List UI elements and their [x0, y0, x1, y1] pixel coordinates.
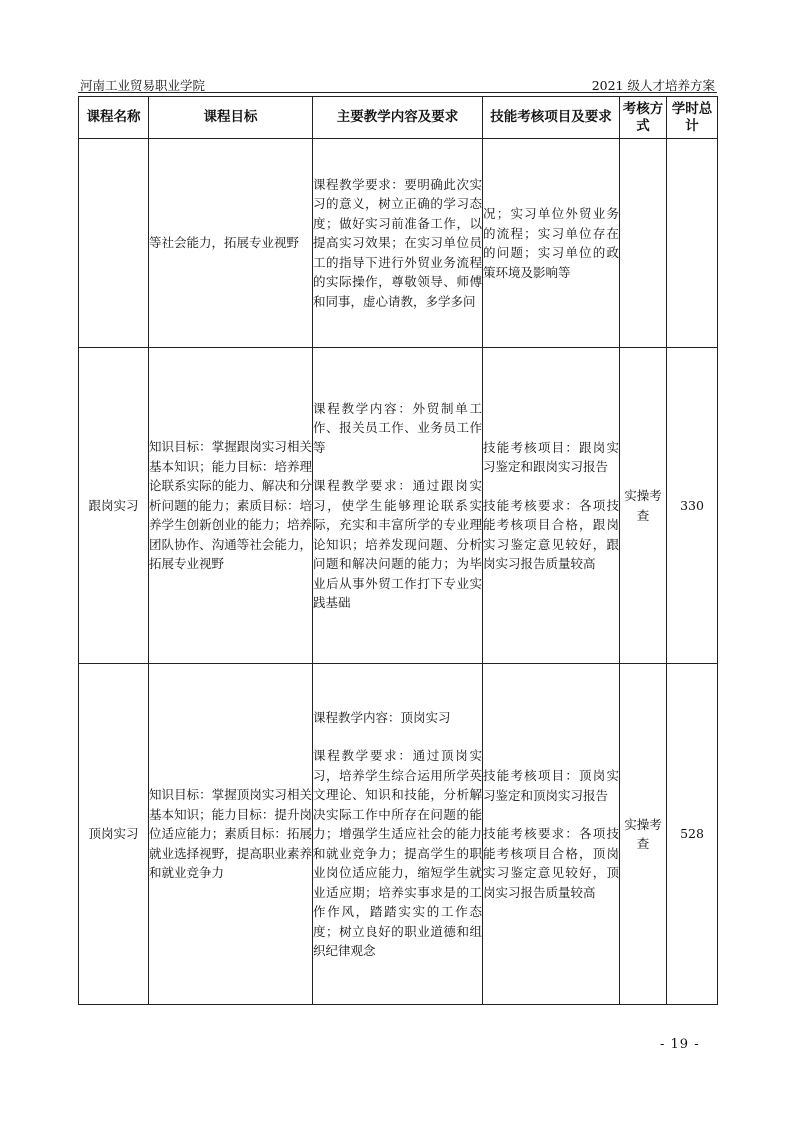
assessment-cell — [483, 348, 620, 664]
course-table — [78, 96, 718, 1005]
hours-cell: 528 — [667, 664, 718, 1005]
assessment-requirement: 技能考核要求：各项技能考核项目合格，顶岗实习鉴定意见较好，顶岗实习报告质量较高 — [483, 826, 619, 900]
assessment-text: 况；实习单位外贸业务的流程；实习单位存在的问题；实习单位的政策环境及影响等 — [483, 206, 619, 280]
table-header-row — [79, 97, 718, 139]
assessment-requirement: 技能考核要求：各项技能考核项目合格，跟岗实习鉴定意见较好，跟岗实习报告质量较高 — [483, 497, 619, 571]
course-name-cell: 顶岗实习 — [79, 664, 149, 1005]
assessment-cell — [483, 664, 620, 1005]
content-requirement: 课程教学要求：通过顶岗实习，培养学生综合运用所学英文理论、知识和技能，分析解决实际工作中所存在问题的能力；增强学生适应社会的能力和就业竞争力；提高学生的职业岗位适应能力，缩短学生就业适应期；培养实事求是的工作作风，踏踏实实的工作态度；树立良好的职业道德和组织纪律观念 — [313, 748, 482, 958]
institution-name: 河南工业贸易职业学院 — [80, 78, 206, 93]
hours-cell: 330 — [667, 348, 718, 664]
header-course-goal: 课程目标 — [149, 97, 313, 139]
course-goal-cell: 知识目标：掌握顶岗实习相关基本知识；能力目标：提升岗位适应能力；素质目标：拓展就业选择视野，提高职业素养和就业竞争力 — [149, 664, 313, 1005]
exam-method-cell — [620, 139, 667, 348]
course-name-cell: 跟岗实习 — [79, 348, 149, 664]
assessment-item: 技能考核项目：跟岗实习鉴定和跟岗实习报告 — [483, 439, 619, 474]
course-name-cell — [79, 139, 149, 348]
table-row — [79, 139, 718, 348]
hours-cell — [667, 139, 718, 348]
assessment-cell — [483, 139, 620, 348]
course-goal-cell: 知识目标：掌握跟岗实习相关基本知识；能力目标：培养理论联系实际的能力、解决和分析问题的能力；素质目标：培养学生创新创业的能力；培养团队协作、沟通等社会能力，拓展专业视野 — [149, 348, 313, 664]
content-description: 课程教学内容：外贸制单工作、报关员工作、业务员工作等 — [313, 400, 482, 455]
content-cell — [313, 139, 483, 348]
table-row — [79, 664, 718, 1005]
assessment-item: 技能考核项目：顶岗实习鉴定和顶岗实习报告 — [483, 768, 619, 803]
header-content: 主要教学内容及要求 — [313, 97, 483, 139]
course-goal-cell: 等社会能力，拓展专业视野 — [149, 139, 313, 348]
content-requirement: 课程教学要求：要明确此次实习的意义，树立正确的学习态度；做好实习前准备工作，以提高实习效果；在实习单位员工的指导下进行外贸业务流程的实际操作，尊敬领导、师傅和同事，虚心请教，多学多问 — [313, 176, 482, 309]
exam-method-cell: 实操考查 — [620, 664, 667, 1005]
header-hours: 学时总计 — [667, 97, 718, 139]
exam-method-cell: 实操考查 — [620, 348, 667, 664]
plan-title: 2021 级人才培养方案 — [591, 78, 715, 93]
header-exam-method: 考核方式 — [620, 97, 667, 139]
header-course-name: 课程名称 — [79, 97, 149, 139]
content-cell — [313, 348, 483, 664]
content-cell — [313, 664, 483, 1005]
content-description: 课程教学内容：顶岗实习 — [313, 709, 451, 725]
table-row — [79, 348, 718, 664]
page-number: - 19 - — [660, 1037, 700, 1052]
content-requirement: 课程教学要求：通过跟岗实习，使学生能够理论联系实际，充实和丰富所学的专业理论知识；培养发现问题、分析问题和解决问题的能力；为毕业后从事外贸工作打下专业实践基础 — [313, 478, 482, 610]
header-divider — [78, 92, 717, 93]
header-skill-assessment: 技能考核项目及要求 — [483, 97, 620, 139]
page-header — [78, 62, 717, 92]
